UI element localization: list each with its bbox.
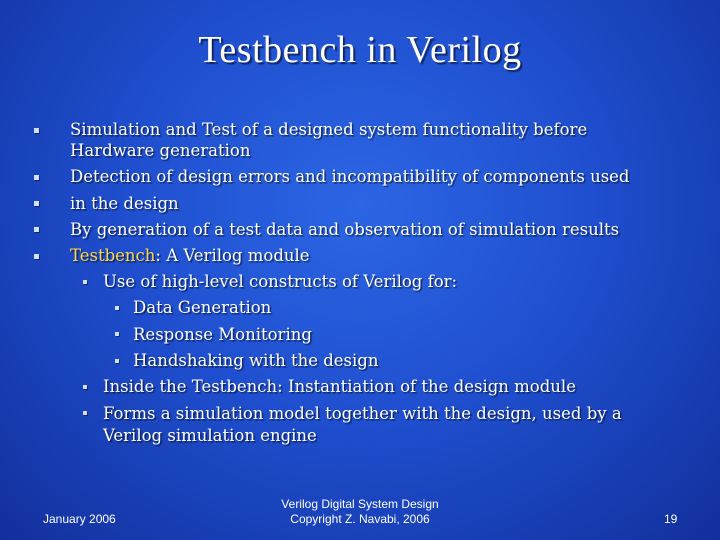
testbench-highlight: Testbench: [70, 246, 156, 265]
footer-title: Verilog Digital System Design: [281, 497, 439, 511]
sub-sub-bullet-marker: [115, 306, 119, 310]
sub-sub-bullet-marker: [115, 332, 119, 336]
footer-center: [0, 497, 720, 527]
footer-date: January 2006: [43, 512, 116, 526]
sub-bullet-2: Inside the Testbench: Instantiation of the design module: [103, 377, 576, 396]
bullet-1-line-1: Simulation and Test of a designed system functionality before: [70, 120, 588, 139]
sub-sub-bullet-1: Data Generation: [133, 298, 272, 317]
bullet-marker: [34, 201, 39, 206]
page-number: 19: [664, 512, 678, 526]
sub-bullet-marker: [83, 280, 87, 284]
bullet-marker: [34, 227, 39, 232]
bullet-marker: [34, 175, 39, 180]
bullet-3: in the design: [70, 194, 179, 213]
bullet-2: Detection of design errors and incompatibility of components used: [70, 167, 630, 186]
slide-title: Testbench in Verilog: [198, 29, 522, 71]
sub-bullet-marker: [83, 411, 87, 415]
bullet-1-line-2: Hardware generation: [70, 141, 251, 160]
sub-sub-bullet-2: Response Monitoring: [133, 325, 312, 344]
bullet-5-rest: : A Verilog module: [155, 246, 310, 265]
sub-bullet-marker: [83, 385, 87, 389]
footer-copyright: Copyright Z. Navabi, 2006: [290, 512, 430, 526]
sub-bullet-1: Use of high-level constructs of Verilog for:: [103, 272, 458, 291]
sub-bullet-3-line-2: Verilog simulation engine: [103, 426, 317, 445]
bullet-marker: [34, 128, 39, 133]
sub-sub-bullet-3: Handshaking with the design: [133, 351, 379, 370]
bullet-marker: [34, 254, 39, 259]
bullet-4: By generation of a test data and observation of simulation results: [70, 220, 620, 239]
sub-sub-bullet-marker: [115, 359, 119, 363]
bullet-5: [70, 243, 310, 269]
sub-bullet-3-line-1: Forms a simulation model together with the design, used by a: [103, 404, 622, 423]
